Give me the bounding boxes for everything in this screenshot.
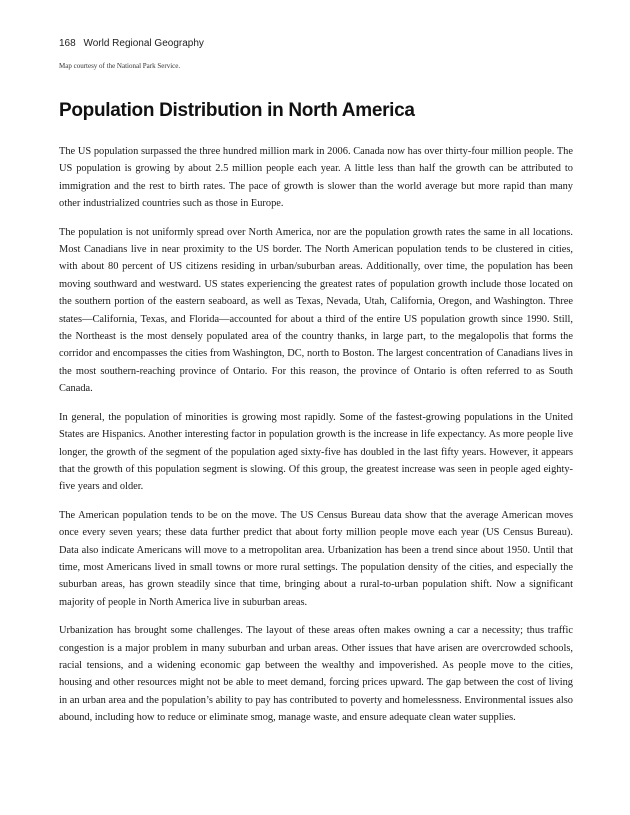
running-header	[59, 38, 204, 49]
paragraph: The American population tends to be on the move. The US Census Bureau data show that the average American moves once every seven years; these data further predict that about forty million people move each year (US Census Bureau). Data also indicate Americans will move to a metropolitan area. Urbanization has been a trend since about 1950. Until that time, most Americans lived in small towns or more rural settings. The population density of the cities, and especially the suburban areas, has grown steadily since that time, bringing about a rural-to-urban population shift. Now a significant majority of people in North America live in suburban areas.	[59, 509, 573, 608]
paragraph: Urbanization has brought some challenges. The layout of these areas often makes owning a car a necessity; thus traffic congestion is a major problem in many suburban and urban areas. Other issues that have arisen are overcrowded schools, racial tensions, and a widening economic gap between the wealthy and impoverished. As people move to the cities, housing and other resources might not be able to meet demand, forcing prices upward. The gap between the cost of living in an urban area and the population’s ability to pay has contributed to poverty and homelessness. Environmental issues also abound, including how to reduce or eliminate smog, manage waste, and ensure adequate clean water supplies.	[59, 625, 573, 724]
paragraph: The US population surpassed the three hundred million mark in 2006. Canada now has over thirty-four million people. The US population is growing by about 2.5 million people each year. A little less than half the growth can be attributed to immigration and the rest to birth rates. The pace of growth is slower than the world average but more rapid than many other industrialized countries such as those in Europe.	[59, 146, 573, 210]
section-body	[59, 143, 573, 738]
book-title: World Regional Geography	[83, 38, 204, 49]
paragraph: The population is not uniformly spread over North America, nor are the population growth rates the same in all locations. Most Canadians live in near proximity to the US border. The North American population tends to be clustered in cities, with about 80 percent of US citizens residing in urban/suburban areas. Additionally, over time, the population has been moving southward and westward. US states experiencing the greatest rates of population growth include those located on the southern portion of the eastern seaboard, as well as Texas, Nevada, Utah, California, Oregon, and Washington. Three states—California, Texas, and Florida—accounted for about a third of the entire US population growth since 1990. Still, the Northeast is the most densely populated area of the country thanks, in large part, to the megalopolis that forms the corridor and encompasses the cities from Washington, DC, north to Boston. The largest concentration of Canadians lives in the most southern-reaching province of Ontario. For this reason, the province of Ontario is often referred to as South Canada.	[59, 226, 573, 395]
page-number: 168	[59, 38, 76, 49]
section-title: Population Distribution in North America	[59, 100, 415, 121]
paragraph: In general, the population of minorities is growing most rapidly. Some of the fastest-growing populations in the United States are Hispanics. Another interesting factor in population growth is the increase in life expectancy. As more people live longer, the growth of the segment of the population aged sixty-five has doubled in the last fifty years. However, it appears that the growth of this population segment is slowing. Of this group, the greatest increase was seen in people aged eighty-five years and older.	[59, 411, 573, 493]
map-credit: Map courtesy of the National Park Service.	[59, 62, 181, 70]
